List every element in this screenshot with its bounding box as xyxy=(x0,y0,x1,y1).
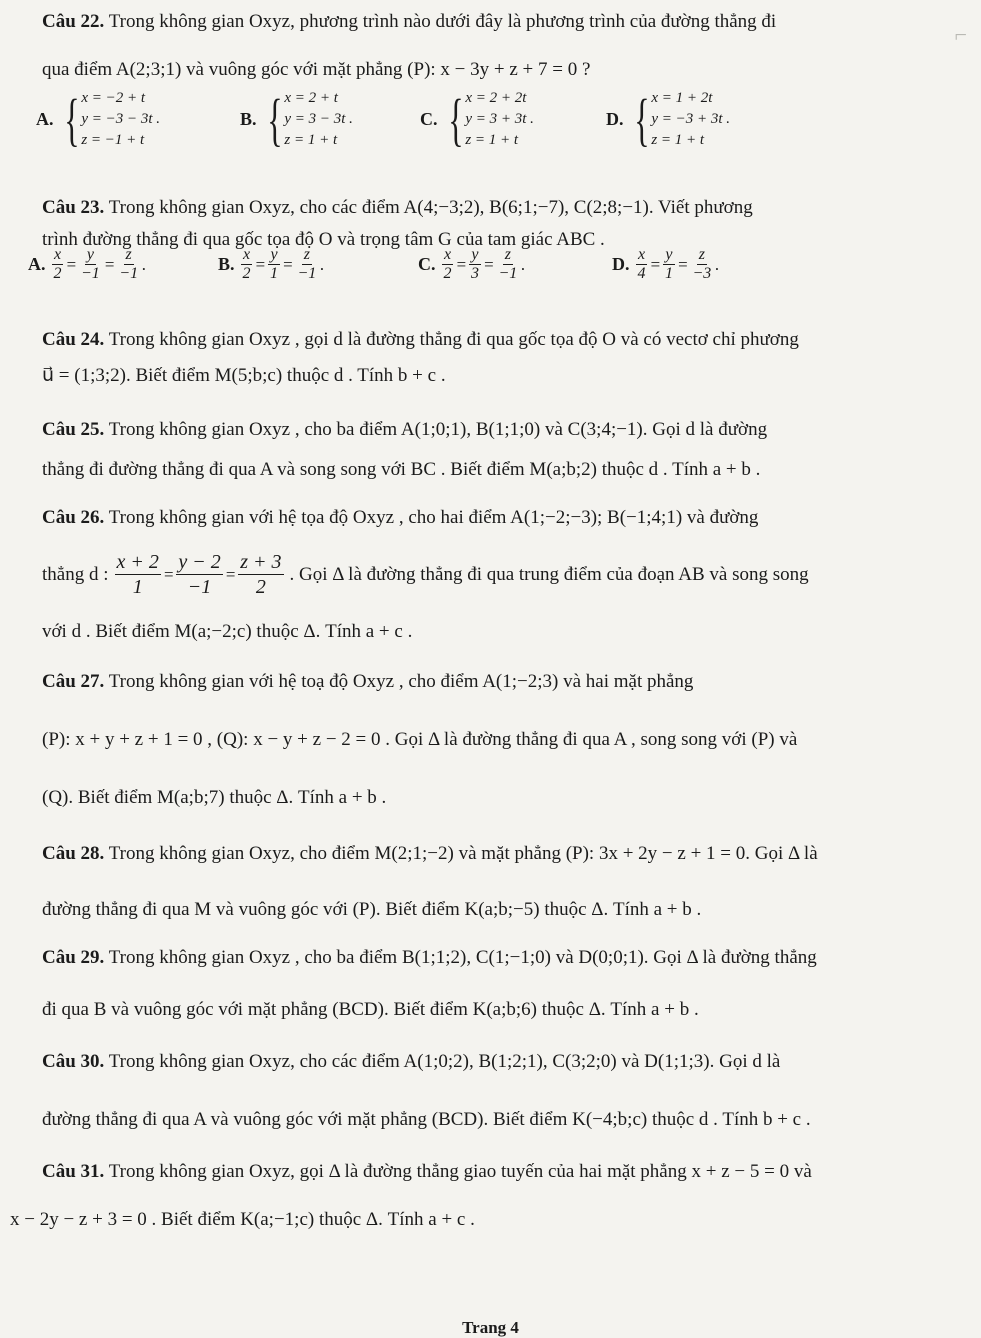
q23-option-d[interactable]: D. $\frac{x}{4}$ = $\frac{y}{1}$ = $\frac{z}{-3}$ . xyxy=(612,246,720,282)
q22-option-d[interactable]: D. { x = 1 + 2t y = −3 + 3t . z = 1 + t xyxy=(606,86,731,152)
q28-line1: Câu 28. Trong không gian Oxyz, cho điểm M(2;1;−2) và mặt phẳng (P): 3x + 2y − z + 1 = 0. Gọi Δ là xyxy=(42,843,818,864)
q23-line1: Câu 23. Trong không gian Oxyz, cho các điểm A(4;−3;2), B(6;1;−7), C(2;8;−1). Viết phương xyxy=(42,197,753,218)
q22-option-b[interactable]: B. { x = 2 + t y = 3 − 3t . z = 1 + t xyxy=(240,86,353,152)
q22-option-a[interactable]: A. { x = −2 + t y = −3 − 3t . z = −1 + t xyxy=(36,86,161,152)
q24-line2: u⃗ = (1;3;2). Biết điểm M(5;b;c) thuộc d . Tính b + c . xyxy=(42,365,446,386)
q23-option-b[interactable]: B. $\frac{x}{2}$ = $\frac{y}{1}$ = $\frac{z}{-1}$ . xyxy=(218,246,325,282)
q22-option-c[interactable]: C. { x = 2 + 2t y = 3 + 3t . z = 1 + t xyxy=(420,86,534,152)
q24-line1: Câu 24. Trong không gian Oxyz , gọi d là đường thẳng đi qua gốc tọa độ O và có vectơ chỉ phương xyxy=(42,329,799,350)
q30-line2: đường thẳng đi qua A và vuông góc với mặt phẳng (BCD). Biết điểm K(−4;b;c) thuộc d . Tính b + c . xyxy=(42,1109,811,1130)
q23-line2: trình đường thẳng đi qua gốc tọa độ O và trọng tâm G của tam giác ABC . xyxy=(42,229,605,250)
q22-label: Câu 22. xyxy=(42,11,105,32)
page-number: Trang 4 xyxy=(462,1318,519,1337)
q22-line2: qua điểm A(2;3;1) và vuông góc với mặt phẳng (P): x − 3y + z + 7 = 0 ? xyxy=(42,59,591,80)
q26-line2: thẳng d : $\frac{x + 2}{1}$ = $\frac{y - 2}{-1}$ = $\frac{z + 3}{2}$ . Gọi Δ là đường thẳng đi qua trung điểm của đoạn AB và song song xyxy=(42,551,809,598)
q28-line2: đường thẳng đi qua M và vuông góc với (P). Biết điểm K(a;b;−5) thuộc Δ. Tính a + b . xyxy=(42,899,702,920)
q31-line2: x − 2y − z + 3 = 0 . Biết điểm K(a;−1;c) thuộc Δ. Tính a + c . xyxy=(10,1209,475,1230)
q25-line2: thẳng đi đường thẳng đi qua A và song song với BC . Biết điểm M(a;b;2) thuộc d . Tính a + b . xyxy=(42,459,761,480)
corner-mark: ⌐ xyxy=(954,22,967,47)
q23-option-a[interactable]: A. $\frac{x}{2}$ = $\frac{y}{-1}$ = $\frac{z}{-1}$ . xyxy=(28,246,147,282)
q23-option-c[interactable]: C. $\frac{x}{2}$ = $\frac{y}{3}$ = $\frac{z}{-1}$ . xyxy=(418,246,526,282)
q26-line-equation: $\frac{x + 2}{1}$ = $\frac{y - 2}{-1}$ = $\frac{z + 3}{2}$ xyxy=(116,551,282,598)
q22-line1 xyxy=(42,10,776,34)
q25-line1: Câu 25. Trong không gian Oxyz , cho ba điểm A(1;0;1), B(1;1;0) và C(3;4;−1). Gọi d là đường xyxy=(42,419,768,440)
q27-line3: (Q). Biết điểm M(a;b;7) thuộc Δ. Tính a + b . xyxy=(42,787,387,808)
q30-line1: Câu 30. Trong không gian Oxyz, cho các điểm A(1;0;2), B(1;2;1), C(3;2;0) và D(1;1;3). Gọi d là xyxy=(42,1051,781,1072)
q31-line1: Câu 31. Trong không gian Oxyz, gọi Δ là đường thẳng giao tuyến của hai mặt phẳng x + z − 5 = 0 và xyxy=(42,1161,812,1182)
q22-text: Trong không gian Oxyz, phương trình nào dưới đây là phương trình của đường thẳng đi xyxy=(108,11,777,32)
q27-line1: Câu 27. Trong không gian với hệ toạ độ Oxyz , cho điểm A(1;−2;3) và hai mặt phẳng xyxy=(42,671,694,692)
q29-line2: đi qua B và vuông góc với mặt phẳng (BCD). Biết điểm K(a;b;6) thuộc Δ. Tính a + b . xyxy=(42,999,699,1020)
q26-line3: với d . Biết điểm M(a;−2;c) thuộc Δ. Tính a + c . xyxy=(42,621,413,642)
q23-options xyxy=(0,246,981,296)
q29-line1: Câu 29. Trong không gian Oxyz , cho ba điểm B(1;1;2), C(1;−1;0) và D(0;0;1). Gọi Δ là đường thẳng xyxy=(42,947,817,968)
q27-line2: (P): x + y + z + 1 = 0 , (Q): x − y + z − 2 = 0 . Gọi Δ là đường thẳng đi qua A , song song với (P) và xyxy=(42,729,798,750)
q22-options xyxy=(0,88,981,178)
q26-line1: Câu 26. Trong không gian với hệ tọa độ Oxyz , cho hai điểm A(1;−2;−3); B(−1;4;1) và đường xyxy=(42,507,759,528)
